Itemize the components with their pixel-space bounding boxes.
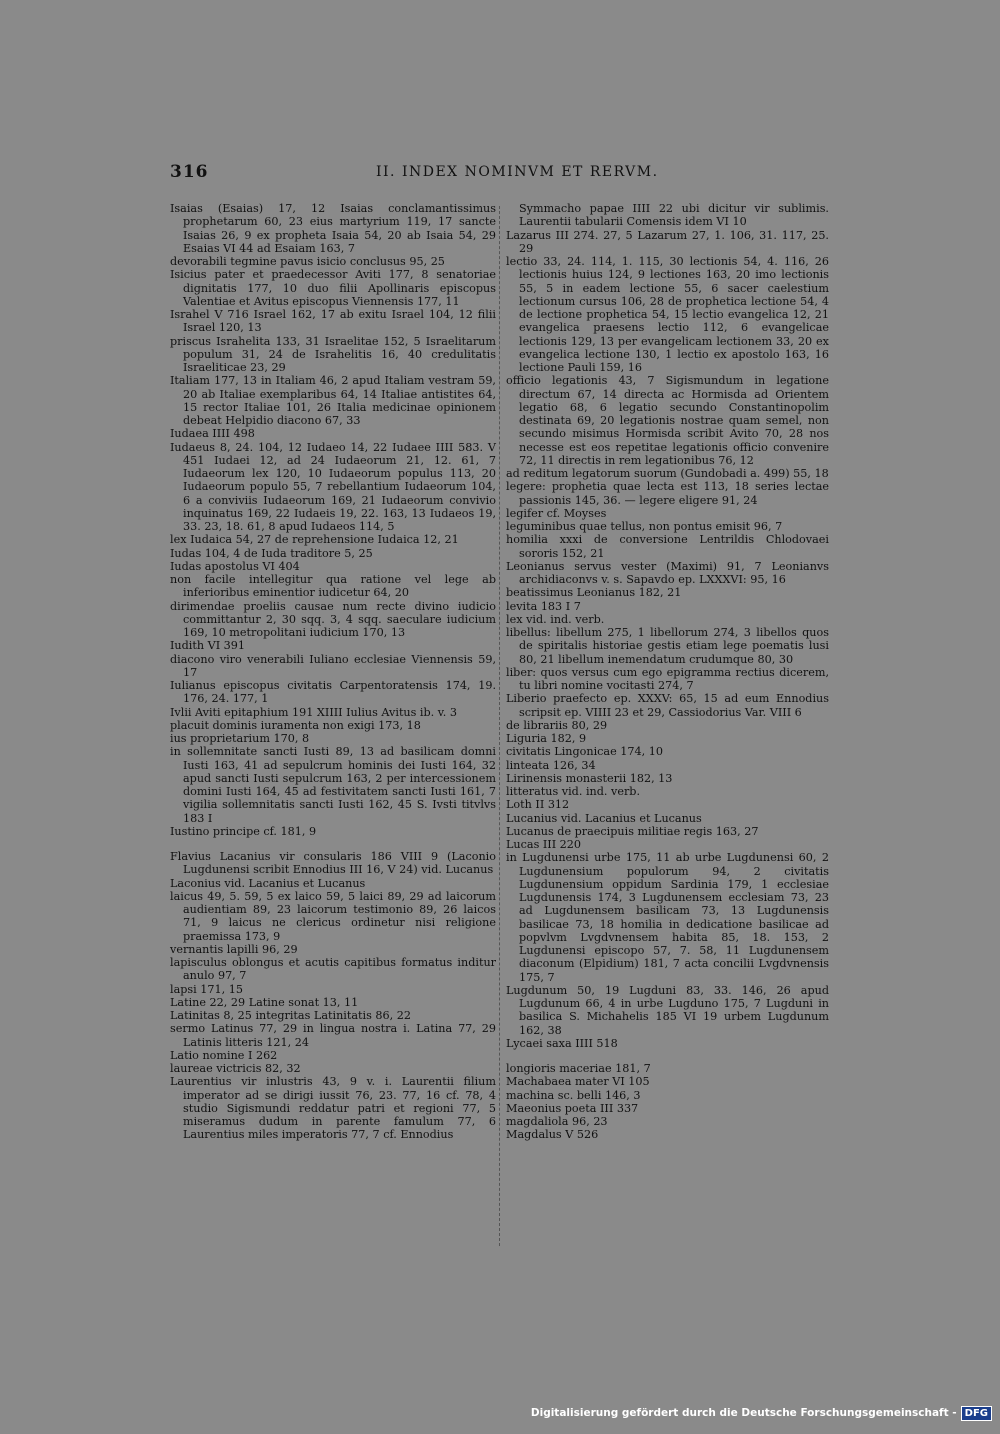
index-entry: Lucanus de praecipuis militiae regis 163, 27: [506, 824, 759, 838]
left-column: [170, 202, 496, 1142]
column-divider: [499, 206, 501, 1246]
index-entry: Isaias (Esaias) 17, 12 Isaias conclamantissimus prophetarum 60, 23 eius martyrium 119, 17 sancte Isaias 26, 9 ex propheta Isaia 54, 20 ab Isaia 54, 29 Esaias VI 44 ad Esaiam 163, 7: [170, 202, 496, 255]
index-entry: non facile intellegitur qua ratione vel lege ab inferioribus eminentior iudicetur 64, 20: [170, 573, 496, 600]
index-entry: in sollemnitate sancti Iusti 89, 13 ad basilicam domni Iusti 163, 41 ad sepulcrum hominis dei Iusti 164, 32 apud sancti Iusti sepulcrum 163, 2 per intercessionem domini Iusti 164, 45 ad festivitatem sancti Iusti 161, 7 vigilia sollemnitatis sancti Iusti 162, 45 S. Ivsti titvlvs 183 I: [170, 745, 496, 825]
index-entry: longioris maceriae 181, 7: [506, 1062, 651, 1075]
index-entry: homilia xxxi de conversione Lentrildis Chlodovaei sororis 152, 21: [506, 533, 829, 560]
index-entry: Lugdunum 50, 19 Lugduni 83, 33. 146, 26 apud Lugdunum 66, 4 in urbe Lugduno 175, 7 Lugduni in basilica S. Michahelis 185 VI 19 urbem Lugdunum 162, 38: [506, 983, 829, 1037]
index-entry: priscus Israhelita 133, 31 Israelitae 152, 5 Israelitarum populum 31, 24 de Israhelitis 16, 40 credulitatis Israeliticae 23, 29: [170, 334, 496, 374]
dfg-logo-icon: DFG: [961, 1406, 992, 1421]
index-entry: Maeonius poeta III 337: [506, 1101, 639, 1115]
index-entry: in Lugdunensi urbe 175, 11 ab urbe Lugdunensi 60, 2 Lugdunensium populorum 94, 2 civitatis Lugdunensium oppidum Sardinia 179, 1 ecclesiae Lugdunensis 174, 3 Lugdunensem ecclesiam 73, 23 ad Lugdunensem basilicam 73, 13 Lugdunensis basilicae 73, 18 homilia in dedicatione basilicae ad popvlvm Lvgdvnensem habita 85, 18. 153, 2 Lugdunensi episcopo 57, 7. 58, 11 Lugdunensem diaconum (Elpidium) 181, 7 acta concilii Lvgdvnensis 175, 7: [506, 851, 829, 984]
page-header: [170, 162, 825, 188]
index-entry: ius proprietarium 170, 8: [170, 732, 310, 745]
index-entry: Iudas apostolus VI 404: [170, 559, 300, 573]
right-column: [506, 202, 829, 1142]
index-entry: lapsi 171, 15: [170, 982, 243, 996]
index-entry: lapisculus oblongus et acutis capitibus formatus inditur anulo 97, 7: [170, 956, 496, 983]
index-entry: Latio nomine I 262: [170, 1048, 278, 1062]
index-entry: vernantis lapilli 96, 29: [170, 942, 298, 956]
index-entry: Iudas 104, 4 de Iuda traditore 5, 25: [170, 546, 373, 560]
running-title: II. INDEX NOMINVM ET RERVM.: [376, 164, 659, 180]
index-entry: Flavius Lacanius vir consularis 186 VIII 9 (Laconio Lugdunensi scribit Ennodius III 16, V 24) vid. Lucanus: [170, 850, 496, 877]
index-entry: Lazarus III 274. 27, 5 Lazarum 27, 1. 106, 31. 117, 25. 29: [506, 228, 829, 255]
index-entry: Laconius vid. Lacanius et Lucanus: [170, 876, 366, 890]
index-entry: devorabili tegmine pavus isicio conclusus 95, 25: [170, 255, 445, 268]
index-entry: Laurentius vir inlustris 43, 9 v. i. Laurentii filium imperator ad se dirigi iussit 76, 23. 77, 16 cf. 78, 4 studio Sigismundi reddatur patri et regioni 77, 5 miseramus dudum in parente famulum 77, 6 Laurentius miles imperatoris 77, 7 cf. Ennodius: [170, 1075, 496, 1142]
page-number: 316: [170, 162, 209, 182]
index-entry: Symmacho papae IIII 22 ubi dicitur vir sublimis. Laurentii tabularii Comensis idem VI 10: [519, 202, 829, 229]
index-entry: Leonianus servus vester (Maximi) 91, 7 Leonianvs archidiaconvs v. s. Sapavdo ep. LXXXVI: 95, 16: [506, 559, 829, 586]
index-entry: legifer cf. Moyses: [506, 506, 607, 520]
index-entry: Iulianus episcopus civitatis Carpentoratensis 174, 19. 176, 24. 177, 1: [170, 679, 496, 706]
index-entry: de librariis 80, 29: [506, 718, 608, 732]
index-entry: officio legationis 43, 7 Sigismundum in legatione directum 67, 14 directa ac Hormisda ad Orientem legatio 68, 6 legatio secundo Constantinopolim destinata 69, 20 legationis nostrae quam semel, non secundo misimus Hormisda scribit Avito 70, 28 nos necesse est eos repetitae legationis officio convenire 72, 11 directis in rem legationibus 76, 12: [506, 374, 829, 467]
index-entry: dirimendae proeliis causae num recte divino iudicio committantur 2, 30 sqq. 3, 4 sqq. saeculare iudicium 169, 10 metropolitani iudicium 170, 13: [170, 599, 496, 639]
index-entry: Lucanius vid. Lacanius et Lucanus: [506, 811, 702, 825]
index-entry: Israhel V 716 Israel 162, 17 ab exitu Israel 104, 12 filii Israel 120, 13: [170, 308, 496, 335]
index-entry: leguminibus quae tellus, non pontus emisit 96, 7: [506, 520, 783, 533]
index-entry: Latinitas 8, 25 integritas Latinitatis 86, 22: [170, 1009, 411, 1022]
index-entry: litteratus vid. ind. verb.: [506, 785, 641, 798]
index-entry: Machabaea mater VI 105: [506, 1075, 650, 1089]
index-entry: Magdalus V 526: [506, 1128, 599, 1142]
index-entry: laicus 49, 5. 59, 5 ex laico 59, 5 laici 89, 29 ad laicorum audientiam 89, 23 laicorum testimonio 89, 26 laicos 71, 9 laicus ne clericus ordinetur nisi religione praemissa 173, 9: [170, 889, 496, 943]
index-entry: Lirinensis monasterii 182, 13: [506, 771, 673, 785]
index-entry: liber: quos versus cum ego epigramma rectius dicerem, tu libri nomine vocitasti 274, 7: [506, 665, 829, 692]
index-entry: linteata 126, 34: [506, 758, 596, 772]
index-entry: machina sc. belli 146, 3: [506, 1088, 641, 1102]
index-entry: laureae victricis 82, 32: [170, 1062, 301, 1075]
index-entry: placuit dominis iuramenta non exigi 173, 18: [170, 718, 421, 732]
footer-credit: Digitalisierung gefördert durch die Deutsche Forschungsgemeinschaft -: [530, 1407, 957, 1419]
index-entry: Iudaea IIII 498: [170, 427, 255, 441]
index-entry: Loth II 312: [506, 798, 570, 812]
index-entry: lex Iudaica 54, 27 de reprehensione Iudaica 12, 21: [170, 533, 459, 547]
index-entry: lex vid. ind. verb.: [506, 612, 605, 626]
index-entry: legere: prophetia quae lecta est 113, 18 series lectae passionis 145, 36. — legere eligere 91, 24: [506, 480, 829, 507]
index-entry: lectio 33, 24. 114, 1. 115, 30 lectionis 54, 4. 116, 26 lectionis huius 124, 9 lectiones 163, 20 imo lectionis 55, 5 in eadem lectione 55, 6 sacer caelestium lectionum cursus 106, 28 de prophetica lectione 54, 4 de lectione prophetica 54, 15 lectio evangelica 12, 21 evangelica praesens lectio 112, 6 evangelicae lectionis 129, 13 per evangelicam lectionem 33, 20 ex evangelica lectione 130, 1 lectio ex apostolo 163, 16 lectione Pauli 159, 16: [506, 255, 829, 374]
index-entry: Iustino principe cf. 181, 9: [170, 824, 317, 838]
index-entry: libellus: libellum 275, 1 libellorum 274, 3 libellos quos de spiritalis historiae gestis etiam lege poematis lusi 80, 21 libellum inemendatum crudumque 80, 30: [506, 626, 829, 666]
index-entry: beatissimus Leonianus 182, 21: [506, 586, 682, 600]
index-entry: civitatis Lingonicae 174, 10: [506, 745, 663, 759]
index-entry: Latine 22, 29 Latine sonat 13, 11: [170, 995, 359, 1009]
index-entry: diacono viro venerabili Iuliano ecclesiae Viennensis 59, 17: [170, 652, 496, 679]
index-entry: Lycaei saxa IIII 518: [506, 1036, 618, 1050]
index-entry: magdaliola 96, 23: [506, 1115, 608, 1128]
index-entry: sermo Latinus 77, 29 in lingua nostra i. Latina 77, 29 Latinis litteris 121, 24: [170, 1022, 496, 1049]
index-entry: Isicius pater et praedecessor Aviti 177, 8 senatoriae dignitatis 177, 10 duo filii Apollinaris episcopus Valentiae et Avitus episcopus Viennensis 177, 11: [170, 268, 496, 308]
index-entry: Liberio praefecto ep. XXXV: 65, 15 ad eum Ennodius scripsit ep. VIIII 23 et 29, Cassiodorius Var. VIII 6: [506, 692, 829, 719]
index-entry: Ivlii Aviti epitaphium 191 XIIII Iulius Avitus ib. v. 3: [170, 705, 458, 719]
index-entry: ad reditum legatorum suorum (Gundobadi a. 499) 55, 18: [506, 467, 829, 480]
index-entry: Liguria 182, 9: [506, 732, 587, 745]
digitization-footer: [531, 1404, 992, 1422]
index-entry: Iudaeus 8, 24. 104, 12 Iudaeo 14, 22 Iudaee IIII 583. V 451 Iudaei 12, ad 24 Iudaeorum 21, 12. 61, 7 Iudaeorum lex 120, 10 Iudaeorum populus 113, 20 Iudaeorum populo 55, 7 rebellantium Iudaeorum 104, 6 a conviviis Iudaeorum 169, 21 Iudaeorum convivio inquinatus 169, 22 Iudaeis 19, 22. 163, 13 Iudaeos 19, 33. 23, 18. 61, 8 apud Iudaeos 114, 5: [170, 440, 496, 533]
index-entry: Italiam 177, 13 in Italiam 46, 2 apud Italiam vestram 59, 20 ab Italiae exemplaribus 64, 14 Italiae antistites 64, 15 rector Italiae 101, 26 Italia medicinae opinionem debeat Helpidio diacono 67, 33: [170, 374, 496, 427]
index-entry: Lucas III 220: [506, 838, 582, 851]
index-entry: levita 183 I 7: [506, 599, 581, 613]
index-entry: Iudith VI 391: [170, 639, 246, 653]
